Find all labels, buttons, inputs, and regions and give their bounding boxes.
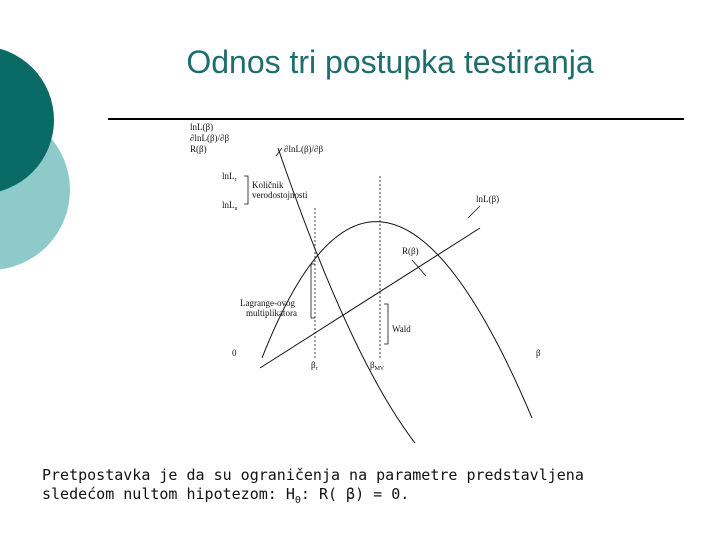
slide-title: Odnos tri postupka testiranja <box>186 44 594 80</box>
wald-bracket <box>384 304 388 344</box>
lnL-r-label: lnL$_r$ <box>222 171 237 183</box>
likelihood-ratio-label-1: Količnik <box>252 180 284 190</box>
lagrange-label-1: Lagrange-ovog <box>240 298 295 308</box>
lnL-curve-arrow <box>468 206 480 218</box>
lagrange-label-2: multiplikatora <box>246 308 297 318</box>
yaxis-label-R: R(β) <box>190 144 207 154</box>
R-line-arrow <box>412 260 426 276</box>
slide-caption <box>42 466 584 510</box>
lnL-curve <box>262 222 532 418</box>
likelihood-ratio-bracket <box>244 176 248 204</box>
lnL-u-label: lnL$_u$ <box>222 200 238 212</box>
beta-axis-label: β <box>536 348 541 358</box>
decorative-circles <box>0 0 80 300</box>
wald-label: Wald <box>392 324 411 334</box>
R-line-label: R(β) <box>402 246 419 256</box>
beta-mv-label: $\beta_{MV}$ <box>370 360 385 372</box>
lagrange-bracket <box>311 264 315 318</box>
beta-r-label: $\beta_r$ <box>311 360 318 372</box>
lnL-curve-label: lnL(β) <box>476 194 500 204</box>
derivative-arrow <box>276 148 282 156</box>
yaxis-label-deriv: ∂lnL(β)/∂β <box>190 133 230 143</box>
likelihood-ratio-label-2: verodostojnosti <box>252 190 308 200</box>
test-relationship-diagram <box>180 118 560 448</box>
derivative-label: ∂lnL(β)/∂β <box>284 144 324 154</box>
origin-label: 0 <box>232 348 237 358</box>
caption-line-2: sledećom nultom hipotezom: $H_0$: R( β) = 0. <box>42 485 410 506</box>
yaxis-label-lnL: lnL(β) <box>190 122 214 132</box>
caption-line-1: Pretpostavka je da su ograničenja na parametre predstavljena <box>42 466 584 484</box>
